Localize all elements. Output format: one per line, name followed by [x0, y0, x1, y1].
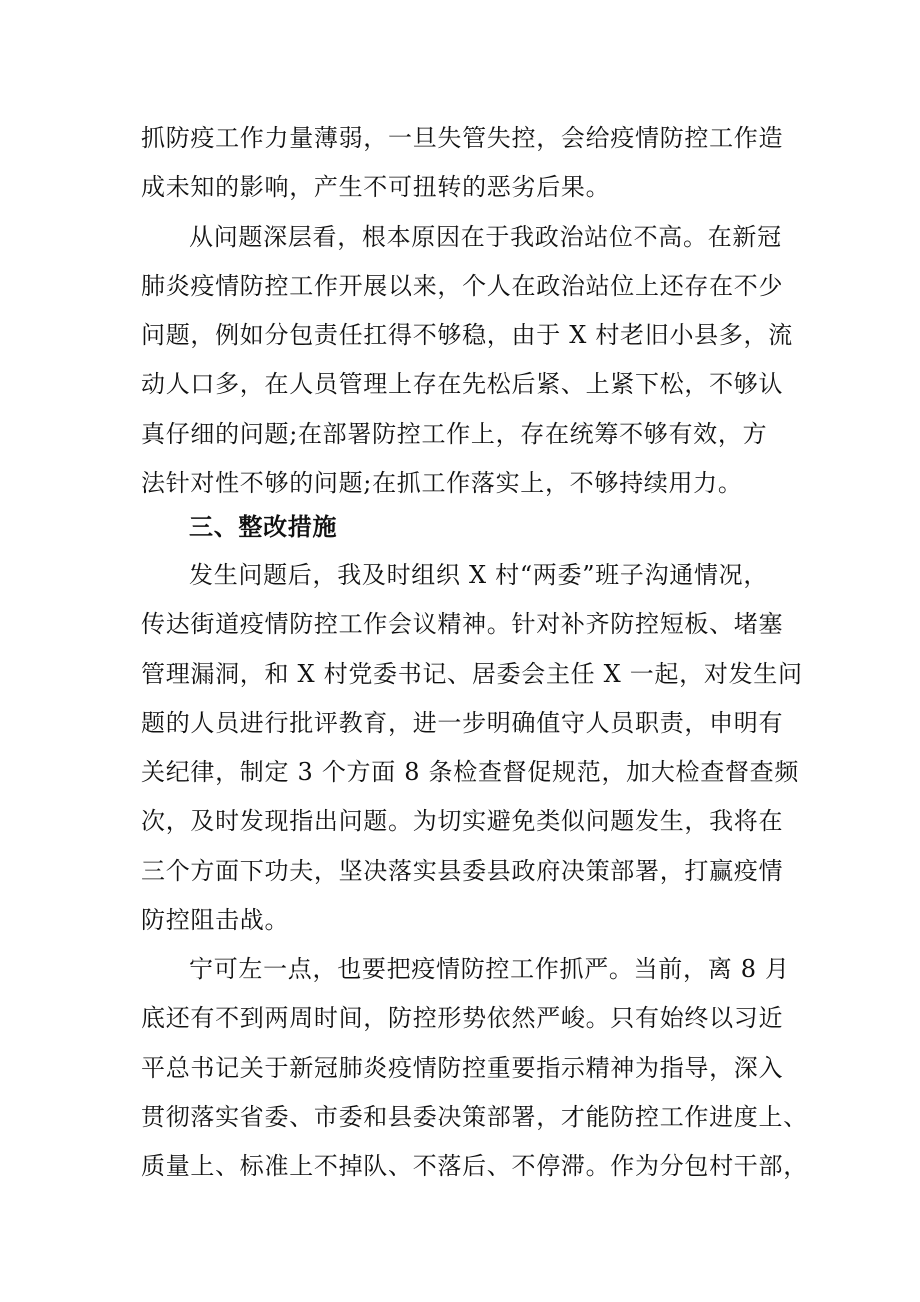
text-line: 平总书记关于新冠肺炎疫情防控重要指示精神为指导，深入: [141, 1054, 784, 1082]
text-line: 肺炎疫情防控工作开展以来，个人在政治站位上还存在不少: [141, 272, 784, 300]
text-line: 从问题深层看，根本原因在于我政治站位不高。在新冠: [189, 223, 782, 251]
text-line: 传达街道疫情防控工作会议精神。针对补齐防控短板、堵塞: [141, 610, 784, 638]
text-line: 动人口多，在人员管理上存在先松后紧、上紧下松，不够认: [141, 370, 784, 398]
text-line: 贯彻落实省委、市委和县委决策部署，才能防控工作进度上、: [141, 1103, 808, 1131]
text-line: 质量上、标准上不掉队、不落后、不停滞。作为分包村干部，: [141, 1152, 808, 1180]
text-line: 法针对性不够的问题;在抓工作落实上，不够持续用力。: [141, 469, 743, 497]
text-line: 防控阻击战。: [141, 906, 290, 934]
text-line: 题的人员进行批评教育，进一步明确值守人员职责，申明有: [141, 709, 784, 737]
text-line: 管理漏洞，和 X 村党委书记、居委会主任 X 一起，对发生问: [141, 660, 803, 688]
text-line: 关纪律，制定 3 个方面 8 条检查督促规范，加大检查督查频: [141, 758, 800, 786]
text-line: 问题，例如分包责任扛得不够稳，由于 X 村老旧小县多，流: [141, 321, 793, 349]
text-line: 抓防疫工作力量薄弱，一旦失管失控，会给疫情防控工作造: [141, 124, 784, 152]
text-line: 发生问题后，我及时组织 X 村“两委”班子沟通情况，: [189, 561, 769, 589]
text-line: 真仔细的问题;在部署防控工作上，存在统筹不够有效，方: [141, 420, 768, 448]
section-heading: 三、整改措施: [189, 513, 338, 541]
text-line: 成未知的影响，产生不可扭转的恶劣后果。: [141, 173, 611, 201]
text-line: 三个方面下功夫，坚决落实县委县政府决策部署，打赢疫情: [141, 857, 784, 885]
text-line: 次，及时发现指出问题。为切实避免类似问题发生，我将在: [141, 807, 784, 835]
text-line: 底还有不到两周时间，防控形势依然严峻。只有始终以习近: [141, 1004, 784, 1032]
text-line: 宁可左一点，也要把疫情防控工作抓严。当前，离 8 月: [189, 955, 790, 983]
